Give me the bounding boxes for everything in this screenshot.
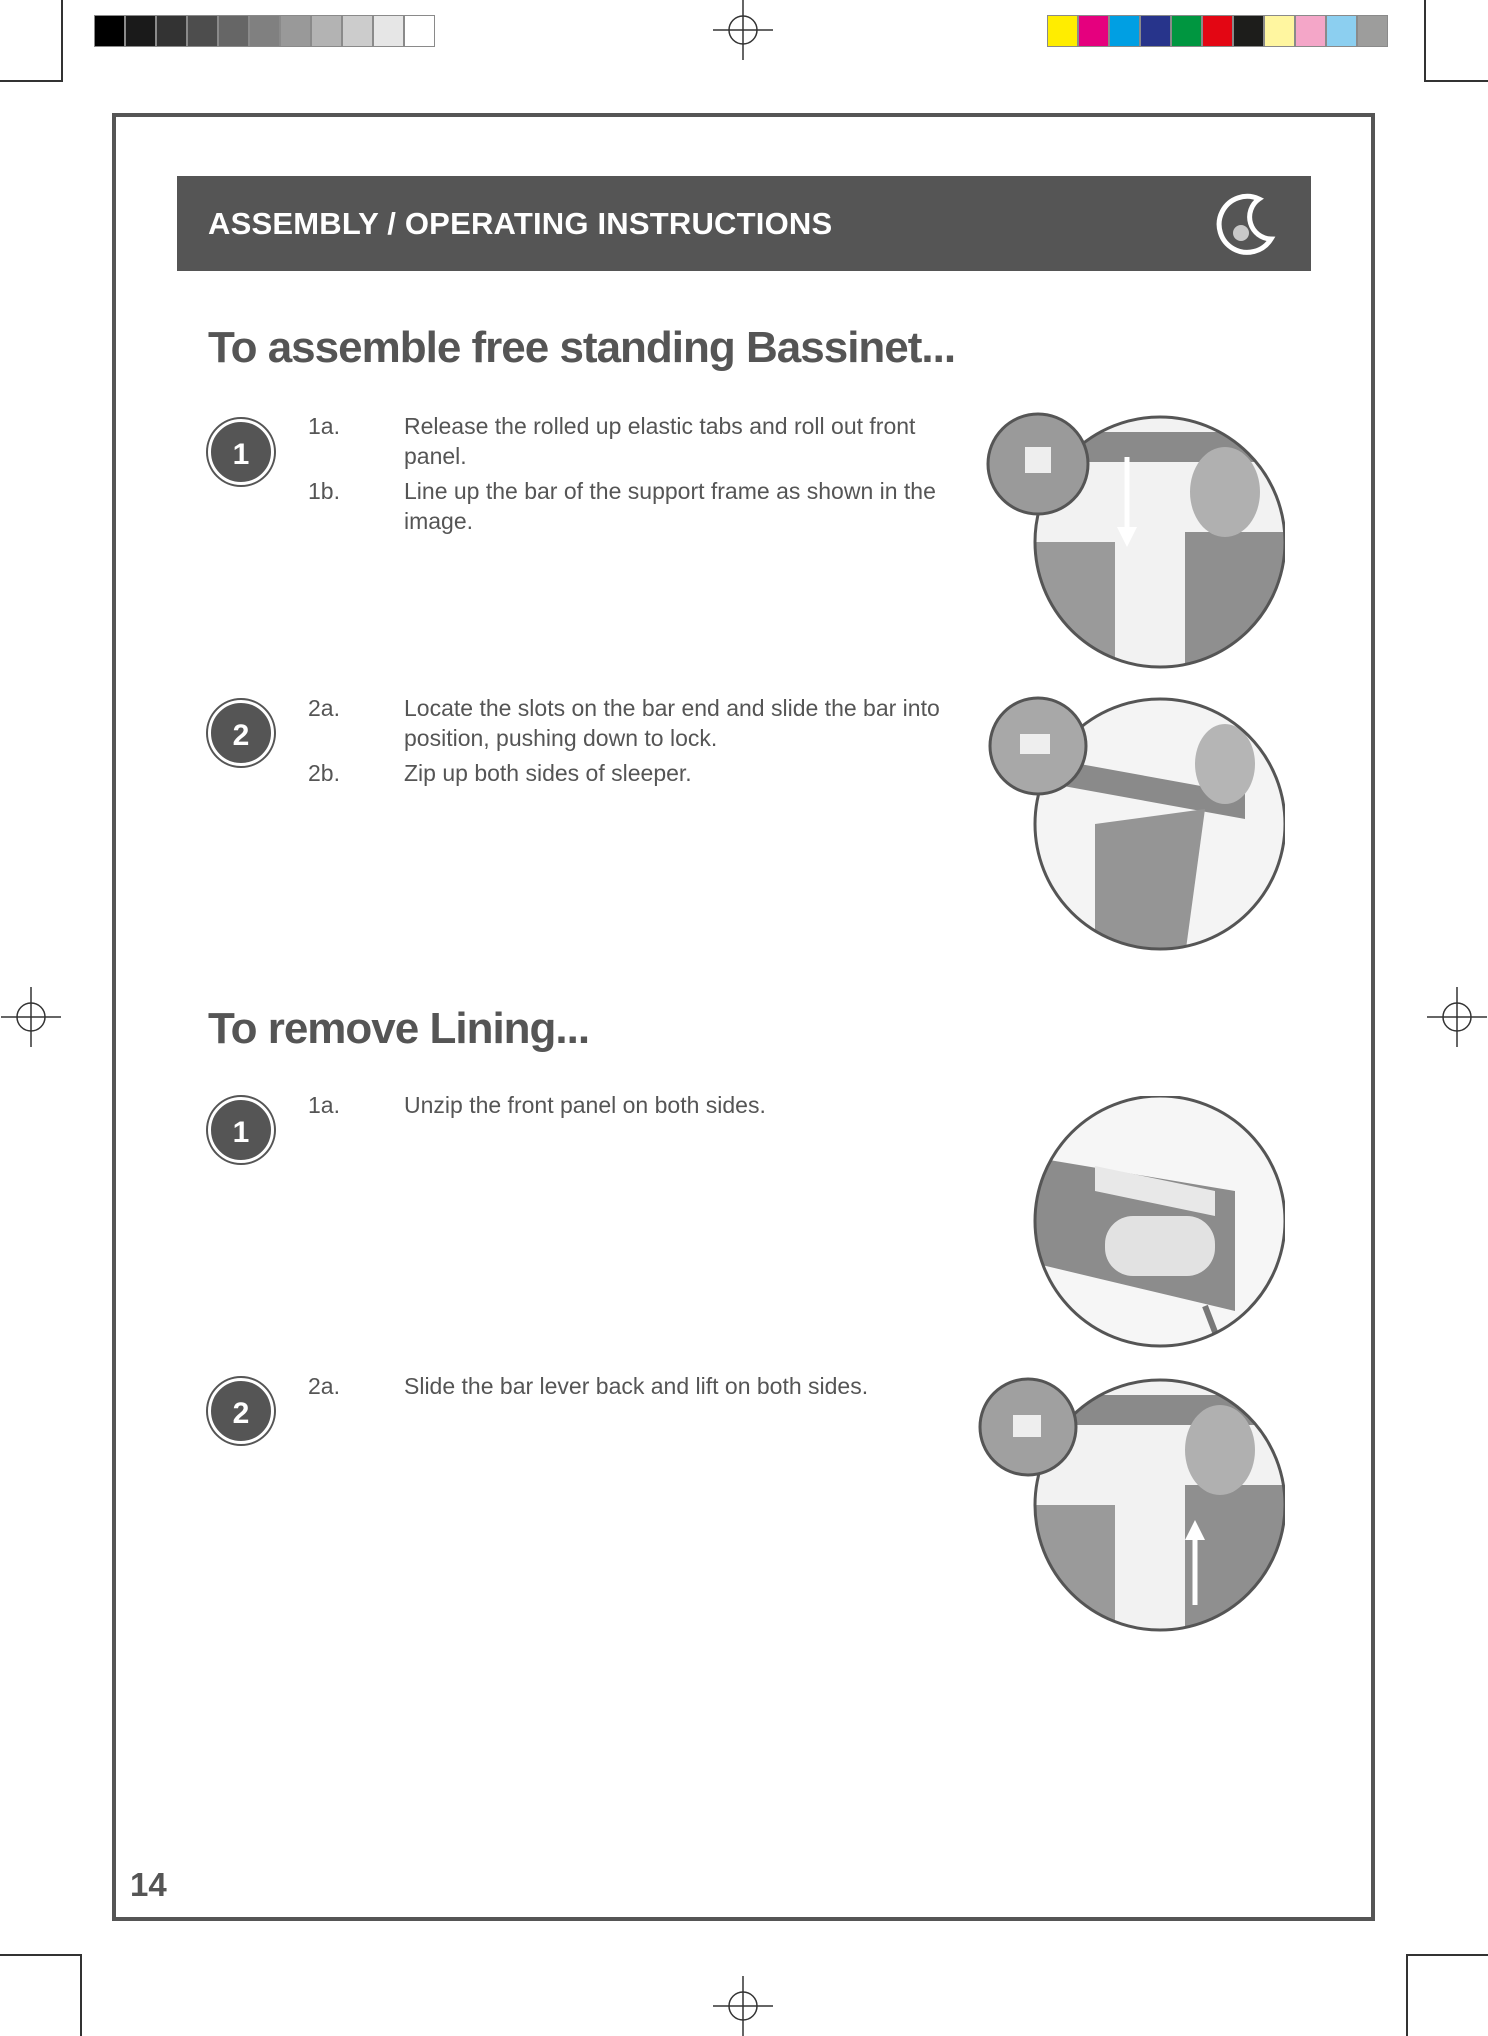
calibration-swatch [1326,15,1357,47]
calibration-swatch [1233,15,1264,47]
instruction-row [308,476,948,536]
instructions-assemble-2 [308,693,948,793]
instruction-row [308,1371,948,1401]
instructions-assemble-1 [308,411,948,541]
grayscale-calibration-bar [94,15,435,47]
instruction-row [308,411,948,471]
header-title: ASSEMBLY / OPERATING INSTRUCTIONS [208,206,833,241]
calibration-swatch [94,15,125,47]
step-badge-assemble-2: 2 [208,700,274,766]
instructions-remove-2 [308,1371,948,1406]
registration-mark-top [713,0,773,60]
step-badge-remove-2: 2 [208,1378,274,1444]
step-badge-remove-1: 1 [208,1097,274,1163]
illustration-assemble-step-2 [985,694,1285,956]
calibration-swatch [249,15,280,47]
instruction-number: 2a. [308,1373,340,1399]
calibration-swatch [1295,15,1326,47]
section-title-assemble: To assemble free standing Bassinet... [208,323,956,372]
instruction-row [308,693,948,753]
header-bar [177,176,1311,271]
calibration-swatch [218,15,249,47]
calibration-swatch [1357,15,1388,47]
color-calibration-bar [1047,15,1388,47]
calibration-swatch [1202,15,1233,47]
instruction-text: Zip up both sides of sleeper. [404,760,692,786]
calibration-swatch [125,15,156,47]
calibration-swatch [1109,15,1140,47]
calibration-swatch [373,15,404,47]
section-title-remove-lining: To remove Lining... [208,1004,590,1053]
instruction-number: 1b. [308,478,340,504]
instruction-text: Line up the bar of the support frame as shown in the image. [404,478,936,534]
registration-mark-bottom [713,1976,773,2036]
calibration-swatch [156,15,187,47]
instruction-text: Release the rolled up elastic tabs and roll out front panel. [404,413,916,469]
instruction-row [308,758,948,788]
calibration-swatch [1078,15,1109,47]
registration-mark-right [1427,987,1487,1047]
calibration-swatch [1140,15,1171,47]
instruction-row [308,1090,948,1120]
instruction-text: Locate the slots on the bar end and slide the bar into position, pushing down to lock. [404,695,940,751]
illustration-assemble-step-1 [985,412,1285,674]
calibration-swatch [1171,15,1202,47]
calibration-swatch [404,15,435,47]
registration-mark-left [1,987,61,1047]
page-number: 14 [130,1866,167,1903]
calibration-swatch [187,15,218,47]
instruction-number: 1a. [308,413,340,439]
calibration-swatch [1047,15,1078,47]
calibration-swatch [342,15,373,47]
calibration-swatch [1264,15,1295,47]
calibration-swatch [311,15,342,47]
instruction-text: Unzip the front panel on both sides. [404,1092,766,1118]
instruction-number: 2b. [308,760,340,786]
instructions-remove-1 [308,1090,948,1125]
instruction-number: 1a. [308,1092,340,1118]
calibration-swatch [280,15,311,47]
instruction-text: Slide the bar lever back and lift on both sides. [404,1373,869,1399]
illustration-remove-step-1 [985,1096,1285,1358]
crescent-moon-logo-icon [1211,189,1281,259]
illustration-remove-step-2 [975,1375,1285,1637]
instruction-number: 2a. [308,695,340,721]
step-badge-assemble-1: 1 [208,419,274,485]
